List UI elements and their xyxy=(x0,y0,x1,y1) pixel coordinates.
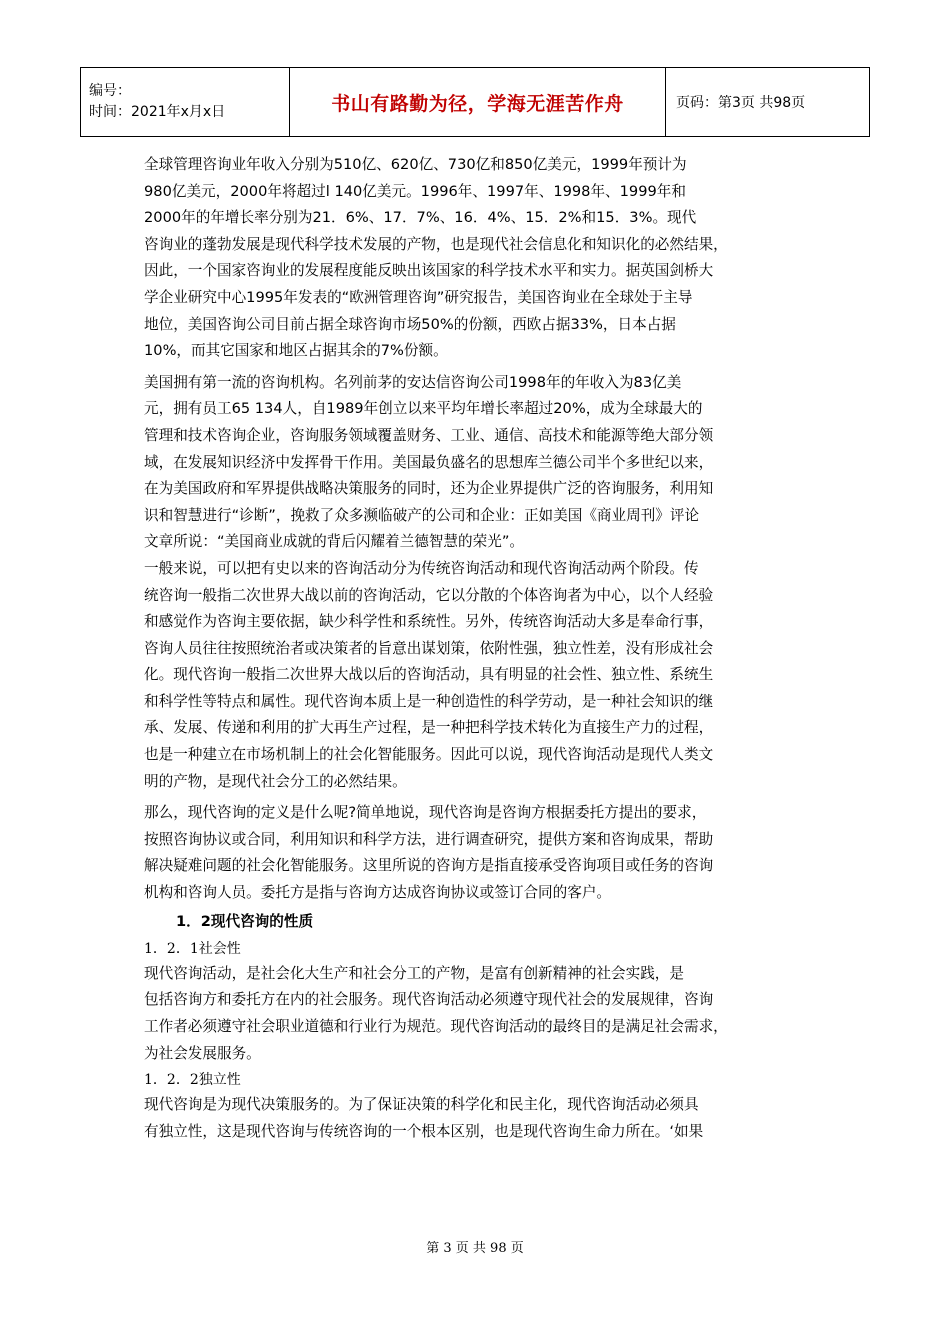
text-line: 为社会发展服务。 xyxy=(144,1045,261,1063)
subsection-heading: 1．2．1社会性 xyxy=(144,940,241,957)
text-line: 机构和咨询人员。委托方是指与咨询方达成咨询协议或签订合同的客户。 xyxy=(144,884,612,902)
text-line: 学企业研究中心1995年发表的“欧洲管理咨询”研究报告，美国咨询业在全球处于主导 xyxy=(144,288,693,306)
text-line: 元，拥有员工65 134人，自1989年创立以来平均年增长率超过20%，成为全球最大的 xyxy=(144,400,703,418)
text-line: 有独立性，这是现代咨询与传统咨询的一个根本区别，也是现代咨询生命力所在。‘如果 xyxy=(144,1122,704,1140)
text-line: 咨询人员往往按照统治者或决策者的旨意出谋划策，依附性强，独立性差，没有形成社会 xyxy=(144,639,714,657)
paragraph-2 xyxy=(144,370,812,556)
text-line: 美国拥有第一流的咨询机构。名列前茅的安达信咨询公司1998年的年收入为83亿美 xyxy=(144,373,682,391)
text-line: 管理和技术咨询企业，咨询服务领域覆盖财务、工业、通信、高技术和能源等绝大部分领 xyxy=(144,426,714,444)
text-line: 域，在发展知识经济中发挥骨干作用。美国最负盛名的思想库兰德公司半个多世纪以来， xyxy=(144,453,714,471)
subsection-heading: 1．2．2独立性 xyxy=(144,1071,241,1088)
paragraph-4 xyxy=(144,800,812,906)
text-line: 明的产物，是现代社会分工的必然结果。 xyxy=(144,772,407,790)
text-line: 识和智慧进行“诊断”，挽救了众多濒临破产的公司和企业：正如美国《商业周刊》评论 xyxy=(144,506,700,524)
document-body xyxy=(144,152,812,1145)
text-line: 现代咨询是为现代决策服务的。为了保证决策的科学化和民主化，现代咨询活动必须具 xyxy=(144,1095,699,1113)
paragraph-6 xyxy=(144,1092,812,1146)
text-line: 工作者必须遵守社会职业道德和行业行为规范。现代咨询活动的最终目的是满足社会需求， xyxy=(144,1018,728,1036)
text-line: 解决疑难问题的社会化智能服务。这里所说的咨询方是指直接承受咨询项目或任务的咨询 xyxy=(144,857,714,875)
text-line: 全球管理咨询业年收入分别为510亿、620亿、730亿和850亿美元，1999年预计为 xyxy=(144,156,687,173)
text-line: 统咨询一般指二次世界大战以前的咨询活动，它以分散的个体咨询者为中心，以个人经验 xyxy=(144,586,714,604)
text-line: 和科学性等特点和属性。现代咨询本质上是一种创造性的科学劳动，是一种社会知识的继 xyxy=(144,692,714,710)
document-date: 时间：2021年x月x日 xyxy=(89,104,226,120)
text-line: 在为美国政府和军界提供战略决策服务的同时，还为企业界提供广泛的咨询服务，利用知 xyxy=(144,480,714,498)
text-line: 980亿美元，2000年将超过l 140亿美元。1996年、1997年、1998年、1999年和 xyxy=(144,182,686,200)
text-line: 文章所说：“美国商业成就的背后闪耀着兰德智慧的荣光”。 xyxy=(144,533,524,551)
text-line: 包括咨询方和委托方在内的社会服务。现代咨询活动必须遵守现代社会的发展规律，咨询 xyxy=(144,991,714,1009)
header-meta xyxy=(81,68,290,137)
text-line: 承、发展、传递和利用的扩大再生产过程，是一种把科学技术转化为直接生产力的过程， xyxy=(144,719,714,737)
paragraph-5 xyxy=(144,961,812,1068)
header-motto: 书山有路勤为径，学海无涯苦作舟 xyxy=(290,68,666,137)
paragraph-1 xyxy=(144,152,812,365)
text-line: 因此，一个国家咨询业的发展程度能反映出该国家的科学技术水平和实力。据英国剑桥大 xyxy=(144,262,714,280)
document-number-label: 编号： xyxy=(89,83,131,99)
text-line: 和感觉作为咨询主要依据，缺少科学性和系统性。另外，传统咨询活动大多是奉命行事， xyxy=(144,613,714,631)
text-line: 地位，美国咨询公司目前占据全球咨询市场50%的份额，西欧占据33%，日本占据 xyxy=(144,315,676,333)
page-footer: 第 3 页 共 98 页 xyxy=(426,1241,524,1256)
paragraph-3 xyxy=(144,556,812,795)
text-line: 10%，而其它国家和地区占据其余的7%份额。 xyxy=(144,342,448,360)
text-line: 那么，现代咨询的定义是什么呢?简单地说，现代咨询是咨询方根据委托方提出的要求， xyxy=(144,804,707,822)
text-line: 按照咨询协议或合同，利用知识和科学方法，进行调查研究，提供方案和咨询成果，帮助 xyxy=(144,830,714,848)
header-page-info: 页码：第3页 共98页 xyxy=(666,68,870,137)
section-heading: 1．2现代咨询的性质 xyxy=(176,912,314,930)
text-line: 也是一种建立在市场机制上的社会化智能服务。因此可以说，现代咨询活动是现代人类文 xyxy=(144,746,714,764)
text-line: 一般来说，可以把有史以来的咨询活动分为传统咨询活动和现代咨询活动两个阶段。传 xyxy=(144,559,699,577)
document-header xyxy=(80,67,870,137)
text-line: 2000年的年增长率分别为21．6%、17．7%、16．4%、15．2%和15．3%。现代 xyxy=(144,209,697,227)
text-line: 咨询业的蓬勃发展是现代科学技术发展的产物，也是现代社会信息化和知识化的必然结果， xyxy=(144,235,728,253)
text-line: 化。现代咨询一般指二次世界大战以后的咨询活动，具有明显的社会性、独立性、系统生 xyxy=(144,666,714,684)
text-line: 现代咨询活动，是社会化大生产和社会分工的产物，是富有创新精神的社会实践，是 xyxy=(144,964,684,982)
